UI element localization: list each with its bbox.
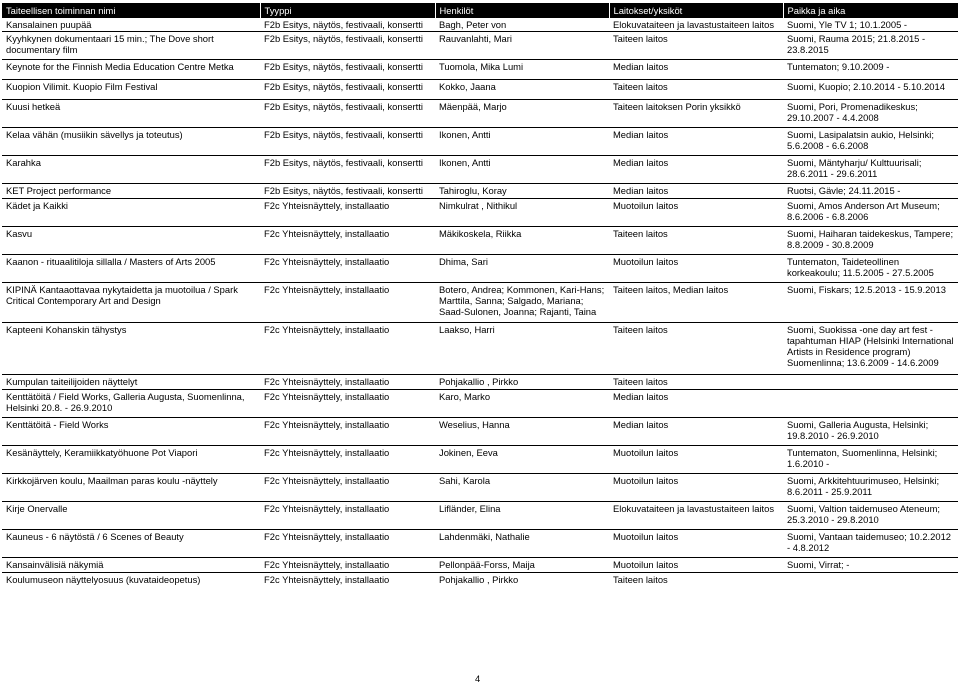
type-cell: F2c Yhteisnäyttely, installaatio [260, 389, 435, 417]
table-row [2, 31, 958, 59]
place-time-cell: Suomi, Lasipalatsin aukio, Helsinki; 5.6.2008 - 6.6.2008 [783, 127, 958, 155]
persons-cell: Pohjakallio , Pirkko [435, 374, 609, 389]
table-row [2, 79, 958, 99]
type-cell: F2c Yhteisnäyttely, installaatio [260, 529, 435, 557]
table-row [2, 127, 958, 155]
place-time-cell: Suomi, Fiskars; 12.5.2013 - 15.9.2013 [783, 282, 958, 322]
place-time-cell: Suomi, Rauma 2015; 21.8.2015 - 23.8.2015 [783, 31, 958, 59]
persons-cell: Tuomola, Mika Lumi [435, 59, 609, 79]
activity-name-cell: Kyyhkynen dokumentaari 15 min.; The Dove short documentary film [2, 31, 260, 59]
units-cell: Median laitos [609, 59, 783, 79]
place-time-cell: Suomi, Arkkitehtuurimuseo, Helsinki; 8.6.2011 - 25.9.2011 [783, 473, 958, 501]
activity-name-cell: Kirkkojärven koulu, Maailman paras koulu -näyttely [2, 473, 260, 501]
table-row [2, 501, 958, 529]
persons-cell: Mäkikoskela, Riikka [435, 226, 609, 254]
table-row [2, 226, 958, 254]
column-header: Tyyppi [260, 3, 435, 18]
type-cell: F2b Esitys, näytös, festivaali, konsertti [260, 155, 435, 183]
table-row [2, 322, 958, 374]
persons-cell: Pellonpää-Forss, Maija [435, 557, 609, 572]
activity-name-cell: Keynote for the Finnish Media Education Centre Metka [2, 59, 260, 79]
table-row [2, 282, 958, 322]
table-row [2, 445, 958, 473]
units-cell: Median laitos [609, 417, 783, 445]
place-time-cell: Suomi, Haiharan taidekeskus, Tampere; 8.8.2009 - 30.8.2009 [783, 226, 958, 254]
activity-name-cell: Kuopion Vilimit. Kuopio Film Festival [2, 79, 260, 99]
type-cell: F2c Yhteisnäyttely, installaatio [260, 322, 435, 374]
units-cell: Taiteen laitos [609, 572, 783, 587]
place-time-cell: Tuntematon; 9.10.2009 - [783, 59, 958, 79]
activity-name-cell: Kumpulan taiteilijoiden näyttelyt [2, 374, 260, 389]
persons-cell: Lahdenmäki, Nathalie [435, 529, 609, 557]
table-row [2, 254, 958, 282]
units-cell: Elokuvataiteen ja lavastustaiteen laitos [609, 501, 783, 529]
place-time-cell: Ruotsi, Gävle; 24.11.2015 - [783, 183, 958, 198]
units-cell: Median laitos [609, 183, 783, 198]
place-time-cell: Suomi, Kuopio; 2.10.2014 - 5.10.2014 [783, 79, 958, 99]
type-cell: F2c Yhteisnäyttely, installaatio [260, 417, 435, 445]
place-time-cell: Suomi, Virrat; - [783, 557, 958, 572]
activity-name-cell: KIPINÄ Kantaaottavaa nykytaidetta ja muotoilua / Spark Critical Contemporary Art and Design [2, 282, 260, 322]
table-row [2, 529, 958, 557]
table-row [2, 473, 958, 501]
type-cell: F2c Yhteisnäyttely, installaatio [260, 445, 435, 473]
units-cell: Taiteen laitoksen Porin yksikkö [609, 99, 783, 127]
activity-name-cell: Kapteeni Kohanskin tähystys [2, 322, 260, 374]
units-cell: Taiteen laitos, Median laitos [609, 282, 783, 322]
table-row [2, 183, 958, 198]
place-time-cell: Suomi, Valtion taidemuseo Ateneum; 25.3.2010 - 29.8.2010 [783, 501, 958, 529]
activity-name-cell: Kirje Onervalle [2, 501, 260, 529]
activity-name-cell: Kansainvälisiä näkymiä [2, 557, 260, 572]
activity-name-cell: KET Project performance [2, 183, 260, 198]
persons-cell: Dhima, Sari [435, 254, 609, 282]
type-cell: F2c Yhteisnäyttely, installaatio [260, 282, 435, 322]
table-row [2, 557, 958, 572]
persons-cell: Mäenpää, Marjo [435, 99, 609, 127]
activity-name-cell: Kenttätöitä / Field Works, Galleria Augusta, Suomenlinna, Helsinki 20.8. - 26.9.2010 [2, 389, 260, 417]
type-cell: F2c Yhteisnäyttely, installaatio [260, 557, 435, 572]
column-header: Taiteellisen toiminnan nimi [2, 3, 260, 18]
place-time-cell: Suomi, Pori, Promenadikeskus; 29.10.2007 - 4.4.2008 [783, 99, 958, 127]
units-cell: Muotoilun laitos [609, 473, 783, 501]
persons-cell: Bagh, Peter von [439, 19, 507, 30]
table-row [2, 198, 958, 226]
type-cell: F2c Yhteisnäyttely, installaatio [260, 572, 435, 587]
table-row [2, 99, 958, 127]
place-time-cell: Suomi, Mäntyharju/ Kulttuurisali; 28.6.2011 - 29.6.2011 [783, 155, 958, 183]
type-cell: F2b Esitys, näytös, festivaali, konsertti [260, 59, 435, 79]
place-time-cell: Suomi, Amos Anderson Art Museum; 8.6.2006 - 6.8.2006 [783, 198, 958, 226]
units-cell: Muotoilun laitos [609, 557, 783, 572]
activity-name-cell: Kelaa vähän (musiikin sävellys ja toteutus) [2, 127, 260, 155]
type-cell: F2b Esitys, näytös, festivaali, konsertti [260, 183, 435, 198]
units-cell: Muotoilun laitos [609, 529, 783, 557]
persons-cell: Rauvanlahti, Mari [435, 31, 609, 59]
place-time-cell: Tuntematon, Taideteollinen korkeakoulu; 11.5.2005 - 27.5.2005 [783, 254, 958, 282]
persons-cell: Tahiroglu, Koray [435, 183, 609, 198]
units-cell: Muotoilun laitos [609, 198, 783, 226]
column-header: Paikka ja aika [783, 3, 958, 18]
place-time-cell: Suomi, Suokissa -one day art fest - tapahtuman HIAP (Helsinki International Artists in Residence program) Suomenlinna; 13.6.2009 - 14.6.2009 [783, 322, 958, 374]
type-cell: F2b Esitys, näytös, festivaali, konsertti [260, 127, 435, 155]
activity-name-cell: Kuusi hetkeä [2, 99, 260, 127]
type-cell: F2b Esitys, näytös, festivaali, konsertti [260, 31, 435, 59]
type-cell: F2c Yhteisnäyttely, installaatio [260, 198, 435, 226]
type-cell: F2c Yhteisnäyttely, installaatio [260, 374, 435, 389]
units-cell: Muotoilun laitos [609, 254, 783, 282]
type-cell: F2c Yhteisnäyttely, installaatio [260, 254, 435, 282]
place-time-cell [783, 572, 958, 587]
page-number: 4 [475, 673, 481, 684]
units-cell: Taiteen laitos [609, 226, 783, 254]
activity-name-cell: Kesänäyttely, Keramiikkatyöhuone Pot Viapori [2, 445, 260, 473]
table-row [2, 572, 958, 587]
place-time-cell: Suomi, Yle TV 1; 10.1.2005 - [787, 19, 908, 30]
table-body [2, 18, 958, 587]
units-cell: Taiteen laitos [609, 31, 783, 59]
type-cell: F2c Yhteisnäyttely, installaatio [260, 501, 435, 529]
activity-name-cell: Kauneus - 6 näytöstä / 6 Scenes of Beauty [2, 529, 260, 557]
activity-name-cell: Kädet ja Kaikki [2, 198, 260, 226]
table-row [2, 389, 958, 417]
units-cell: Elokuvataiteen ja lavastustaiteen laitos [613, 19, 775, 30]
place-time-cell: Suomi, Galleria Augusta, Helsinki; 19.8.2010 - 26.9.2010 [783, 417, 958, 445]
units-cell: Median laitos [609, 127, 783, 155]
activity-name-cell: Kenttätöitä - Field Works [2, 417, 260, 445]
table-row [2, 417, 958, 445]
units-cell: Muotoilun laitos [609, 445, 783, 473]
activity-name-cell: Kasvu [2, 226, 260, 254]
persons-cell: Laakso, Harri [435, 322, 609, 374]
type-cell: F2c Yhteisnäyttely, installaatio [260, 226, 435, 254]
table-row [2, 18, 958, 31]
units-cell: Median laitos [609, 389, 783, 417]
persons-cell: Karo, Marko [435, 389, 609, 417]
activity-name-cell: Koulumuseon näyttelyosuus (kuvataideopetus) [2, 572, 260, 587]
table-row [2, 374, 958, 389]
persons-cell: Ikonen, Antti [435, 155, 609, 183]
place-time-cell: Suomi, Vantaan taidemuseo; 10.2.2012 - 4.8.2012 [783, 529, 958, 557]
units-cell: Taiteen laitos [609, 79, 783, 99]
persons-cell: Jokinen, Eeva [435, 445, 609, 473]
units-cell: Taiteen laitos [609, 322, 783, 374]
persons-cell: Ikonen, Antti [435, 127, 609, 155]
activity-name-cell: Kansalainen puupää [6, 19, 92, 30]
column-header: Laitokset/yksiköt [609, 3, 783, 18]
place-time-cell: Tuntematon, Suomenlinna, Helsinki; 1.6.2010 - [783, 445, 958, 473]
type-cell: F2b Esitys, näytös, festivaali, konsertti [260, 79, 435, 99]
place-time-cell [783, 374, 958, 389]
activity-table [2, 3, 958, 587]
persons-cell: Pohjakallio , Pirkko [435, 572, 609, 587]
persons-cell: Kokko, Jaana [435, 79, 609, 99]
type-cell: F2b Esitys, näytös, festivaali, konsertti [264, 19, 423, 30]
persons-cell: Nimkulrat , Nithikul [435, 198, 609, 226]
units-cell: Median laitos [609, 155, 783, 183]
activity-name-cell: Kaanon - rituaalitiloja sillalla / Masters of Arts 2005 [2, 254, 260, 282]
activity-name-cell: Karahka [2, 155, 260, 183]
units-cell: Taiteen laitos [609, 374, 783, 389]
type-cell: F2b Esitys, näytös, festivaali, konsertti [260, 99, 435, 127]
place-time-cell [783, 389, 958, 417]
table-header-row [2, 3, 958, 18]
type-cell: F2c Yhteisnäyttely, installaatio [260, 473, 435, 501]
table-row [2, 155, 958, 183]
column-header: Henkilöt [435, 3, 609, 18]
persons-cell: Sahi, Karola [435, 473, 609, 501]
persons-cell: Weselius, Hanna [435, 417, 609, 445]
persons-cell: Lifländer, Elina [435, 501, 609, 529]
persons-cell: Botero, Andrea; Kommonen, Kari-Hans; Marttila, Sanna; Salgado, Mariana; Saad-Sulonen, Joanna; Rajanti, Taina [435, 282, 609, 322]
table-row [2, 59, 958, 79]
